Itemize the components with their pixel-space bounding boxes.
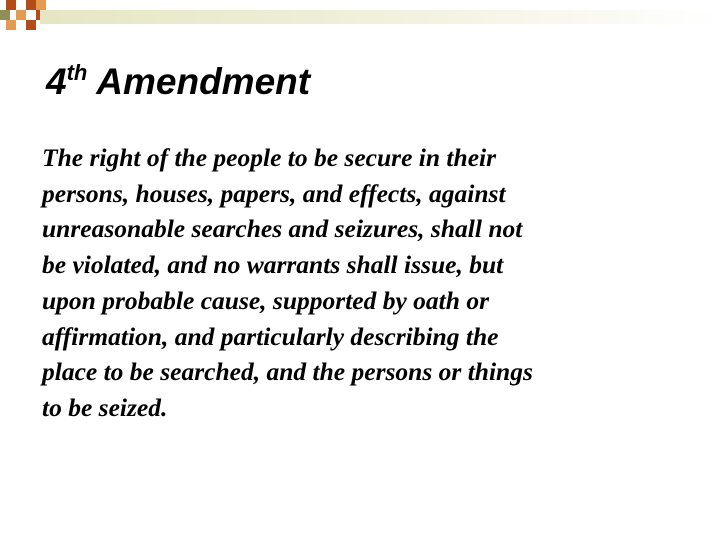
amendment-line: affirmation, and particularly describing the bbox=[42, 321, 499, 351]
amendment-line: place to be searched, and the persons or things bbox=[42, 357, 533, 387]
amendment-line: be violated, and no warrants shall issue, but bbox=[42, 250, 504, 280]
amendment-text bbox=[42, 140, 692, 426]
title-number: 4 bbox=[46, 61, 67, 102]
amendment-line: unreasonable searches and seizures, shall not bbox=[42, 214, 523, 244]
title-ordinal-suffix: th bbox=[66, 60, 88, 85]
amendment-line: persons, houses, papers, and effects, against bbox=[42, 178, 506, 208]
slide-title bbox=[46, 62, 310, 100]
header-gradient-bar bbox=[40, 10, 720, 24]
amendment-line: to be seized. bbox=[42, 392, 168, 422]
amendment-line: The right of the people to be secure in their bbox=[42, 143, 497, 172]
amendment-line: upon probable cause, supported by oath or bbox=[42, 285, 489, 315]
title-word: Amendment bbox=[96, 61, 311, 102]
